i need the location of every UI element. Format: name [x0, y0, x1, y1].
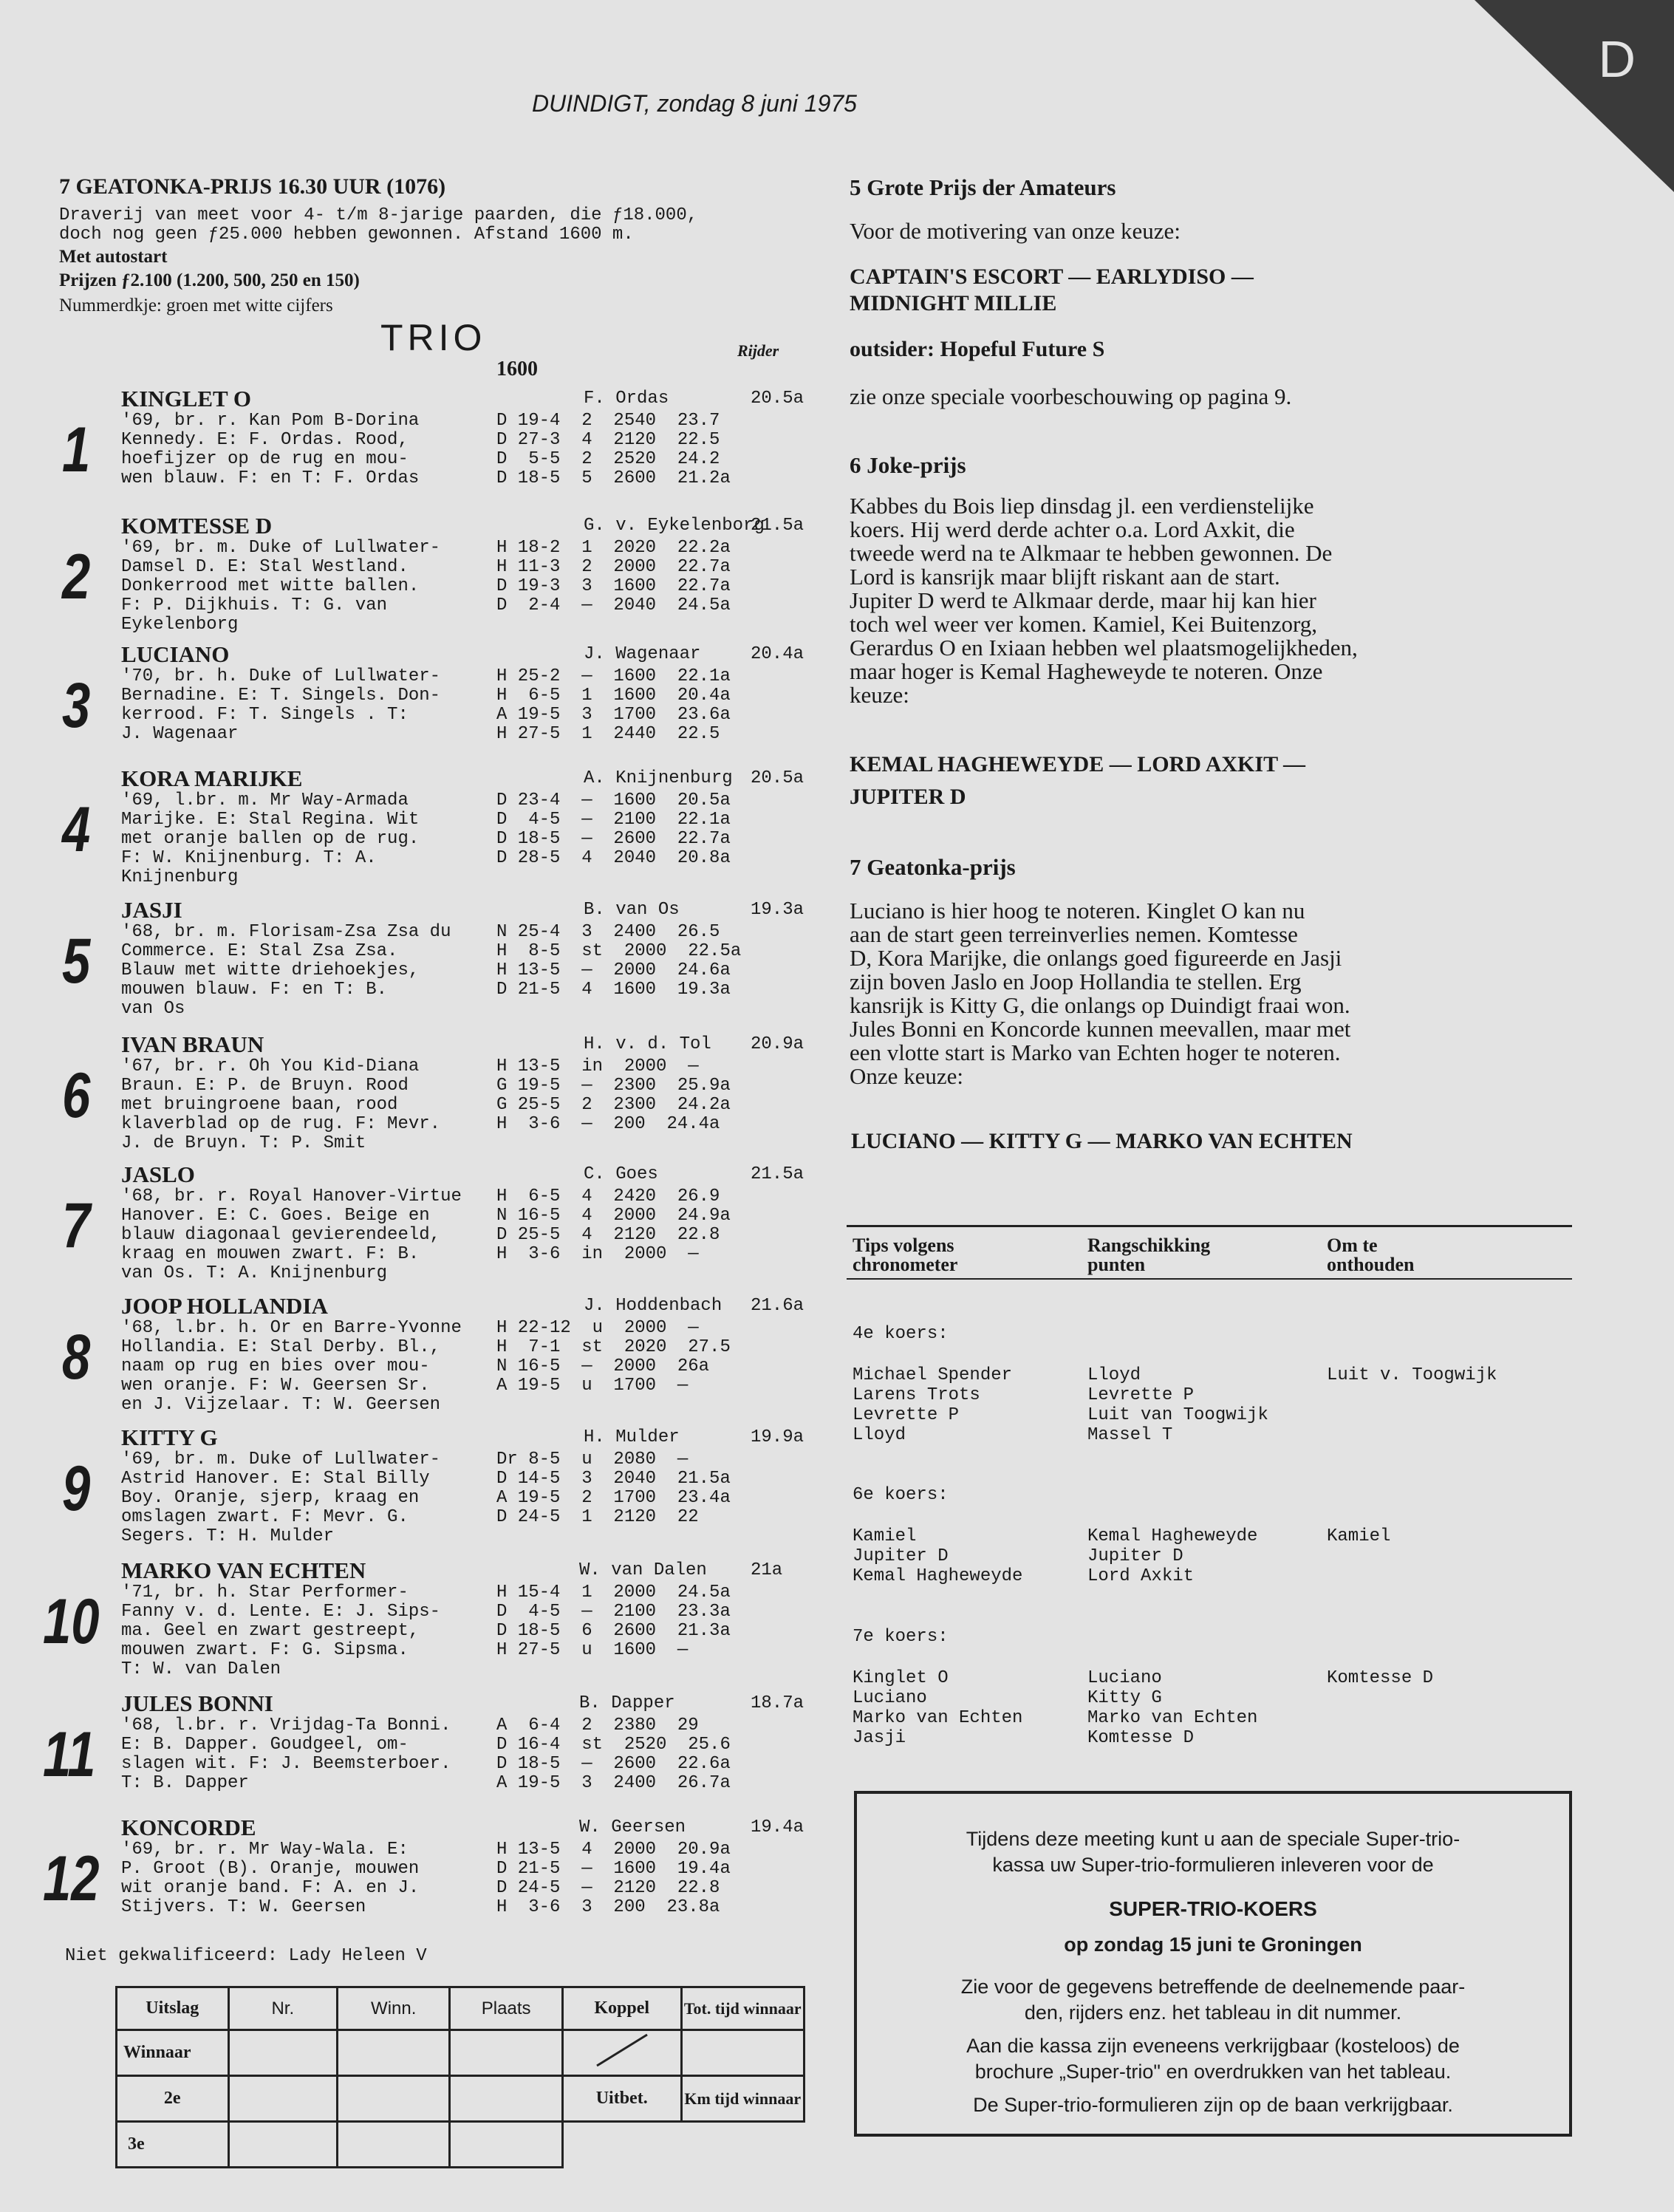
horse-rider: J. Hoddenbach: [584, 1296, 722, 1316]
horse-name: KINGLET O: [121, 386, 252, 412]
horse-description: F: P. Dijkhuis. T: G. van: [121, 595, 388, 615]
s6-line: Kabbes du Bois liep dinsdag jl. een verdienstelijke: [850, 493, 1314, 519]
koppel-slash-cell: [562, 2030, 681, 2076]
tips-column-header: Tips volgens: [853, 1235, 954, 1256]
s7-line: D, Kora Marijke, die onlangs goed figureerde en Jasji: [850, 945, 1342, 971]
horse-description: wen blauw. F: en T: F. Ordas: [121, 468, 420, 488]
horse-description: Marijke. E: Stal Regina. Wit: [121, 810, 420, 830]
horse-description: Blauw met witte driehoekjes,: [121, 960, 420, 980]
horse-description: Hanover. E: C. Goes. Beige en: [121, 1206, 430, 1226]
notice-line-1: Tijdens deze meeting kunt u aan de speciale Super-trio-: [966, 1828, 1461, 1850]
notice-para-3: Aan die kassa zijn eveneens verkrijgbaar (kosteloos) de: [966, 2035, 1460, 2057]
s5-outsider: outsider: Hopeful Future S: [850, 337, 1105, 361]
horse-best-time: 18.7a: [751, 1693, 804, 1713]
horse-name: IVAN BRAUN: [121, 1031, 264, 1057]
horse-name: KITTY G: [121, 1424, 218, 1450]
trio-label: TRIO: [380, 317, 487, 358]
s5-note: zie onze speciale voorbeschouwing op pagina 9.: [850, 383, 1292, 409]
horse-form-line: D 4-5 — 2100 22.1a: [496, 810, 731, 830]
tips-header-rule: [847, 1278, 1572, 1280]
horse-number: 9: [62, 1453, 91, 1524]
horse-description: van Os. T: A. Knijnenburg: [121, 1263, 388, 1283]
horse-form-line: D 2-4 — 2040 24.5a: [496, 595, 731, 615]
horse-description: J. Wagenaar: [121, 724, 239, 744]
result-cell: [228, 2122, 338, 2168]
s7-line: Jules Bonni en Koncorde kunnen meevallen, maar met: [850, 1016, 1351, 1042]
result-cell: [562, 2122, 681, 2168]
result-header-winn: Winn.: [338, 1987, 450, 2030]
result-cell: [228, 2076, 338, 2122]
result-row-3e: 3e: [117, 2122, 229, 2168]
horse-description: kraag en mouwen zwart. F: B.: [121, 1244, 420, 1264]
tips-entry: Larens Trots: [853, 1385, 980, 1405]
horse-rider: A. Knijnenburg: [584, 768, 733, 788]
notice-line-2: kassa uw Super-trio-formulieren inleveren voor de: [992, 1854, 1434, 1876]
horse-number: 4: [62, 794, 91, 865]
horse-description: met oranje ballen op de rug.: [121, 829, 420, 849]
horse-form-line: D 23-4 — 1600 20.5a: [496, 791, 731, 810]
horse-number: 11: [43, 1719, 96, 1790]
horse-name: JULES BONNI: [121, 1690, 273, 1716]
horse-description: Damsel D. E: Stal Westland.: [121, 557, 409, 577]
tips-entry: Kamiel: [853, 1526, 917, 1546]
horse-rider: B. van Os: [584, 900, 680, 920]
horse-form-line: H 13-5 4 2000 20.9a: [496, 1840, 731, 1860]
horse-best-time: 19.4a: [751, 1817, 804, 1837]
tips-entry: Luciano: [1087, 1668, 1162, 1688]
horse-description: '68, l.br. h. Or en Barre-Yvonne: [121, 1318, 462, 1338]
result-cell: [681, 2122, 804, 2168]
result-table: [115, 1986, 805, 2168]
horse-description: wit oranje band. F: A. en J.: [121, 1878, 420, 1898]
horse-description: Commerce. E: Stal Zsa Zsa.: [121, 941, 398, 961]
horse-description: van Os: [121, 999, 185, 1019]
race-number-cloth: Nummerdkje: groen met witte cijfers: [59, 296, 333, 315]
horse-name: KONCORDE: [121, 1815, 256, 1840]
horse-form-line: D 28-5 4 2040 20.8a: [496, 848, 731, 868]
horse-form-line: A 19-5 3 1700 23.6a: [496, 705, 731, 725]
s5-pick-1: CAPTAIN'S ESCORT — EARLYDISO —: [850, 264, 1254, 289]
horse-description: Stijvers. T: W. Geersen: [121, 1897, 366, 1917]
horse-rider: J. Wagenaar: [584, 644, 701, 664]
horse-description: '68, br. m. Florisam-Zsa Zsa du: [121, 922, 451, 942]
horse-description: '69, l.br. m. Mr Way-Armada: [121, 791, 409, 810]
horse-form-line: D 21-5 — 1600 19.4a: [496, 1859, 731, 1879]
horse-rider: H. Mulder: [584, 1427, 680, 1447]
result-header-tot-tijd: Tot. tijd winnaar: [681, 1987, 804, 2030]
horse-best-time: 21.5a: [751, 1164, 804, 1184]
horse-form-line: D 21-5 4 1600 19.3a: [496, 980, 731, 1000]
horse-description: '70, br. h. Duke of Lullwater-: [121, 666, 441, 686]
tips-entry: Massel T: [1087, 1425, 1173, 1445]
tips-entry: Jasji: [853, 1728, 906, 1748]
s6-line: keuze:: [850, 682, 909, 708]
s7-line: zijn boven Jaslo en Joop Hollandia te stellen. Erg: [850, 969, 1302, 994]
s6-line: toch wel weer ver komen. Kamiel, Kei Buitenzorg,: [850, 611, 1318, 637]
race-desc-2: doch nog geen ƒ25.000 hebben gewonnen. Afstand 1600 m.: [59, 225, 634, 245]
tips-entry: Luciano: [853, 1688, 927, 1708]
horse-form-line: H 13-5 — 2000 24.6a: [496, 960, 731, 980]
notice-subtitle: op zondag 15 juni te Groningen: [1064, 1933, 1362, 1956]
tips-column-header: chronometer: [853, 1254, 958, 1275]
horse-description: '69, br. r. Kan Pom B-Dorina: [121, 411, 420, 431]
result-cell: [338, 2122, 450, 2168]
result-row-2e: 2e: [117, 2076, 229, 2122]
s7-title: 7 Geatonka-prijs: [850, 854, 1016, 880]
s7-line: een vlotte start is Marko van Echten hoger te noteren.: [850, 1040, 1341, 1065]
result-header-plaats: Plaats: [450, 1987, 562, 2030]
horse-form-line: N 16-5 4 2000 24.9a: [496, 1206, 731, 1226]
result-row-winnaar: Winnaar: [117, 2030, 229, 2076]
horse-form-line: H 3-6 — 200 24.4a: [496, 1114, 720, 1134]
tips-entry: Kitty G: [1087, 1688, 1162, 1708]
horse-description: kerrood. F: T. Singels . T:: [121, 705, 409, 725]
horse-form-line: A 6-4 2 2380 29: [496, 1716, 699, 1735]
horse-name: JASLO: [121, 1161, 195, 1187]
tips-entry: Kamiel: [1327, 1526, 1391, 1546]
s6-title: 6 Joke-prijs: [850, 452, 966, 478]
horse-description: ma. Geel en zwart gestreept,: [121, 1621, 420, 1641]
horse-number: 3: [62, 670, 91, 741]
s7-line: Onze keuze:: [850, 1063, 964, 1089]
tips-column-header: Rangschikking: [1087, 1235, 1211, 1256]
tips-entry: Michael Spender: [853, 1365, 1013, 1385]
horse-form-line: H 7-1 st 2020 27.5: [496, 1337, 731, 1357]
horse-form-line: D 18-5 — 2600 22.7a: [496, 829, 731, 849]
horse-description: Segers. T: H. Mulder: [121, 1526, 335, 1546]
horse-form-line: D 24-5 1 2120 22: [496, 1507, 699, 1527]
corner-letter: D: [1598, 30, 1636, 88]
tips-entry: Marko van Echten: [853, 1708, 1023, 1728]
tips-entry: Lloyd: [1087, 1365, 1141, 1385]
result-cell: [450, 2122, 562, 2168]
horse-description: mouwen zwart. F: G. Sipsma.: [121, 1640, 409, 1660]
result-uitbet: Uitbet.: [562, 2076, 681, 2122]
horse-form-line: D 19-3 3 1600 22.7a: [496, 576, 731, 596]
s6-line: koers. Hij werd derde achter o.a. Lord Axkit, die: [850, 516, 1295, 542]
s6-line: tweede werd na te Alkmaar te hebben gewonnen. De: [850, 540, 1333, 566]
horse-form-line: N 16-5 — 2000 26a: [496, 1356, 710, 1376]
horse-number: 10: [43, 1586, 100, 1657]
race-prizes: Prijzen ƒ2.100 (1.200, 500, 250 en 150): [59, 270, 360, 290]
horse-form-line: H 18-2 1 2020 22.2a: [496, 538, 731, 558]
horse-form-line: H 22-12 u 2000 —: [496, 1318, 699, 1338]
horse-description: naam op rug en bies over mou-: [121, 1356, 430, 1376]
horse-description: T: B. Dapper: [121, 1773, 249, 1793]
notice-title: SUPER-TRIO-KOERS: [1109, 1897, 1317, 1920]
horse-form-line: A 19-5 3 2400 26.7a: [496, 1773, 731, 1793]
horse-description: Bernadine. E: T. Singels. Don-: [121, 686, 441, 706]
horse-form-line: D 25-5 4 2120 22.8: [496, 1225, 720, 1245]
tips-column-header: punten: [1087, 1254, 1146, 1275]
race-autostart: Met autostart: [59, 247, 168, 267]
race-distance: 1600: [496, 358, 538, 380]
horse-form-line: H 27-5 u 1600 —: [496, 1640, 689, 1660]
s7-line: Luciano is hier hoog te noteren. Kinglet O kan nu: [850, 898, 1305, 924]
s6-line: maar hoger is Kemal Hagheweyde te noteren. Onze: [850, 658, 1323, 684]
horse-description: Hollandia. E: Stal Derby. Bl.,: [121, 1337, 441, 1357]
horse-form-line: D 5-5 2 2520 24.2: [496, 449, 720, 469]
horse-number: 5: [62, 926, 91, 997]
s6-pick-1: KEMAL HAGHEWEYDE — LORD AXKIT —: [850, 752, 1306, 776]
horse-description: omslagen zwart. F: Mevr. G.: [121, 1507, 409, 1527]
horse-name: LUCIANO: [121, 641, 230, 667]
tips-race-label: 7e koers:: [853, 1627, 949, 1647]
horse-description: T: W. van Dalen: [121, 1659, 281, 1679]
s7-pick: LUCIANO — KITTY G — MARKO VAN ECHTEN: [851, 1129, 1353, 1153]
horse-best-time: 20.5a: [751, 768, 804, 788]
horse-form-line: H 8-5 st 2000 22.5a: [496, 941, 742, 961]
horse-description: J. de Bruyn. T: P. Smit: [121, 1133, 366, 1153]
horse-description: Boy. Oranje, sjerp, kraag en: [121, 1488, 420, 1508]
horse-rider: F. Ordas: [584, 389, 669, 409]
tips-entry: Lloyd: [853, 1425, 906, 1445]
horse-rider: C. Goes: [584, 1164, 658, 1184]
tips-entry: Luit v. Toogwijk: [1327, 1365, 1497, 1385]
horse-form-line: D 18-5 — 2600 22.6a: [496, 1754, 731, 1774]
horse-form-line: D 4-5 — 2100 23.3a: [496, 1602, 731, 1622]
horse-description: Knijnenburg: [121, 867, 239, 887]
horse-form-line: N 25-4 3 2400 26.5: [496, 922, 720, 942]
tips-column-header: onthouden: [1327, 1254, 1415, 1275]
horse-name: MARKO VAN ECHTEN: [121, 1557, 366, 1583]
horse-best-time: 21a: [751, 1560, 783, 1580]
horse-description: Fanny v. d. Lente. E: J. Sips-: [121, 1602, 441, 1622]
horse-description: '69, br. m. Duke of Lullwater-: [121, 538, 441, 558]
horse-form-line: D 14-5 3 2040 21.5a: [496, 1469, 731, 1489]
horse-best-time: 21.5a: [751, 516, 804, 536]
horse-number: 8: [62, 1322, 91, 1393]
race-desc-1: Draverij van meet voor 4- t/m 8-jarige paarden, die ƒ18.000,: [59, 205, 698, 225]
horse-rider: B. Dapper: [579, 1693, 675, 1713]
horse-form-line: D 27-3 4 2120 22.5: [496, 430, 720, 450]
result-km-tijd: Km tijd winnaar: [681, 2076, 804, 2122]
result-cell: [450, 2030, 562, 2076]
horse-description: Kennedy. E: F. Ordas. Rood,: [121, 430, 409, 450]
horse-form-line: G 19-5 — 2300 25.9a: [496, 1076, 731, 1096]
horse-rider: H. v. d. Tol: [584, 1034, 711, 1054]
s5-line: Voor de motivering van onze keuze:: [850, 218, 1181, 244]
tips-entry: Jupiter D: [853, 1546, 949, 1566]
horse-form-line: H 25-2 — 1600 22.1a: [496, 666, 731, 686]
horse-description: F: W. Knijnenburg. T: A.: [121, 848, 377, 868]
horse-description: '71, br. h. Star Performer-: [121, 1583, 409, 1602]
horse-name: KORA MARIJKE: [121, 765, 303, 791]
horse-form-line: H 13-5 in 2000 —: [496, 1056, 699, 1076]
horse-description: hoefijzer op de rug en mou-: [121, 449, 409, 469]
tips-entry: Jupiter D: [1087, 1546, 1183, 1566]
tips-entry: Levrette P: [1087, 1385, 1195, 1405]
tips-entry: Komtesse D: [1327, 1668, 1434, 1688]
s6-pick-2: JUPITER D: [850, 785, 966, 809]
horse-description: klaverblad op de rug. F: Mevr.: [121, 1114, 441, 1134]
horse-best-time: 20.9a: [751, 1034, 804, 1054]
tips-column-header: Om te: [1327, 1235, 1378, 1256]
tips-race-label: 4e koers:: [853, 1324, 949, 1344]
horse-best-time: 20.4a: [751, 644, 804, 664]
horse-description: en J. Vijzelaar. T: W. Geersen: [121, 1395, 441, 1415]
result-header-uitslag: Uitslag: [117, 1987, 229, 2030]
tips-race-label: 6e koers:: [853, 1485, 949, 1505]
notice-para-1: Zie voor de gegevens betreffende de deelnemende paar-: [960, 1976, 1466, 1998]
race-title: 7 GEATONKA-PRIJS 16.30 UUR (1076): [59, 174, 446, 199]
tips-entry: Kemal Hagheweyde: [1087, 1526, 1258, 1546]
result-cell: [338, 2076, 450, 2122]
horse-description: '69, br. m. Duke of Lullwater-: [121, 1450, 441, 1469]
not-qualified: Niet gekwalificeerd: Lady Heleen V: [65, 1946, 427, 1966]
horse-description: '69, br. r. Mr Way-Wala. E:: [121, 1840, 409, 1860]
horse-number: 2: [62, 542, 91, 612]
page-header: DUINDIGT, zondag 8 juni 1975: [532, 90, 857, 117]
tips-entry: Komtesse D: [1087, 1728, 1195, 1748]
result-cell: [228, 2030, 338, 2076]
notice-para-4: brochure „Super-trio" en overdrukken van het tableau.: [974, 2061, 1452, 2083]
horse-form-line: D 24-5 — 2120 22.8: [496, 1878, 720, 1898]
horse-rider: W. van Dalen: [579, 1560, 707, 1580]
horse-form-line: Dr 8-5 u 2080 —: [496, 1450, 689, 1469]
result-cell: [338, 2030, 450, 2076]
horse-number: 6: [62, 1060, 91, 1131]
horse-best-time: 21.6a: [751, 1296, 804, 1316]
horse-description: slagen wit. F: J. Beemsterboer.: [121, 1754, 451, 1774]
horse-number: 7: [62, 1190, 91, 1261]
result-cell: [681, 2030, 804, 2076]
horse-form-line: D 18-5 5 2600 21.2a: [496, 468, 731, 488]
horse-description: '68, br. r. Royal Hanover-Virtue: [121, 1187, 462, 1206]
horse-description: Braun. E: P. de Bruyn. Rood: [121, 1076, 409, 1096]
s5-title: 5 Grote Prijs der Amateurs: [850, 174, 1116, 200]
tips-entry: Kemal Hagheweyde: [853, 1566, 1023, 1586]
horse-rider: W. Geersen: [579, 1817, 686, 1837]
horse-form-line: H 3-6 in 2000 —: [496, 1244, 699, 1264]
horse-form-line: H 15-4 1 2000 24.5a: [496, 1583, 731, 1602]
horse-description: blauw diagonaal gevierendeeld,: [121, 1225, 441, 1245]
tips-entry: Luit van Toogwijk: [1087, 1405, 1268, 1425]
corner-tab: [1475, 0, 1674, 192]
slash-mark: [592, 2032, 652, 2069]
notice-para-5: De Super-trio-formulieren zijn op de baan verkrijgbaar.: [973, 2094, 1453, 2116]
horse-best-time: 19.9a: [751, 1427, 804, 1447]
horse-best-time: 19.3a: [751, 900, 804, 920]
notice-para-2: den, rijders enz. het tableau in dit nummer.: [1024, 2001, 1402, 2024]
horse-name: JASJI: [121, 897, 182, 923]
horse-name: KOMTESSE D: [121, 513, 273, 539]
rider-label: Rijder: [737, 341, 779, 360]
s7-line: kansrijk is Kitty G, die onlangs op Duindigt fraai won.: [850, 992, 1350, 1018]
tips-entry: Kinglet O: [853, 1668, 949, 1688]
horse-rider: G. v. Eykelenborg: [584, 516, 765, 536]
s5-pick-2: MIDNIGHT MILLIE: [850, 291, 1057, 315]
horse-form-line: H 6-5 4 2420 26.9: [496, 1187, 720, 1206]
horse-form-line: D 19-4 2 2540 23.7: [496, 411, 720, 431]
horse-number: 1: [62, 414, 91, 485]
result-cell: [450, 2076, 562, 2122]
horse-description: Donkerrood met witte ballen.: [121, 576, 420, 596]
horse-number: 12: [43, 1843, 100, 1914]
horse-name: JOOP HOLLANDIA: [121, 1293, 328, 1319]
horse-description: P. Groot (B). Oranje, mouwen: [121, 1859, 420, 1879]
horse-form-line: H 3-6 3 200 23.8a: [496, 1897, 720, 1917]
horse-description: mouwen blauw. F: en T: B.: [121, 980, 388, 1000]
horse-form-line: G 25-5 2 2300 24.2a: [496, 1095, 731, 1115]
s6-line: Lord is kansrijk maar blijft riskant aan de start.: [850, 564, 1280, 590]
horse-description: Eykelenborg: [121, 615, 239, 635]
result-header-nr: Nr.: [228, 1987, 338, 2030]
result-header-koppel: Koppel: [562, 1987, 681, 2030]
horse-description: met bruingroene baan, rood: [121, 1095, 398, 1115]
horse-form-line: A 19-5 u 1700 —: [496, 1376, 689, 1396]
s6-line: Jupiter D werd te Alkmaar derde, maar hij kan hier: [850, 587, 1316, 613]
horse-form-line: H 11-3 2 2000 22.7a: [496, 557, 731, 577]
horse-description: '67, br. r. Oh You Kid-Diana: [121, 1056, 420, 1076]
horse-best-time: 20.5a: [751, 389, 804, 409]
horse-description: '68, l.br. r. Vrijdag-Ta Bonni.: [121, 1716, 451, 1735]
tips-entry: Marko van Echten: [1087, 1708, 1258, 1728]
s6-line: Gerardus O en Ixiaan hebben wel plaatsmogelijkheden,: [850, 635, 1358, 660]
horse-description: wen oranje. F: W. Geersen Sr.: [121, 1376, 430, 1396]
horse-description: E: B. Dapper. Goudgeel, om-: [121, 1735, 409, 1755]
horse-form-line: D 16-4 st 2520 25.6: [496, 1735, 731, 1755]
horse-description: Astrid Hanover. E: Stal Billy: [121, 1469, 430, 1489]
tips-entry: Levrette P: [853, 1405, 960, 1425]
s7-line: aan de start geen terreinverlies nemen. Komtesse: [850, 921, 1298, 947]
tips-entry: Lord Axkit: [1087, 1566, 1195, 1586]
super-trio-notice: [854, 1791, 1572, 2137]
horse-form-line: D 18-5 6 2600 21.3a: [496, 1621, 731, 1641]
horse-form-line: H 6-5 1 1600 20.4a: [496, 686, 731, 706]
horse-form-line: A 19-5 2 1700 23.4a: [496, 1488, 731, 1508]
tips-rule: [847, 1225, 1572, 1227]
horse-form-line: H 27-5 1 2440 22.5: [496, 724, 720, 744]
